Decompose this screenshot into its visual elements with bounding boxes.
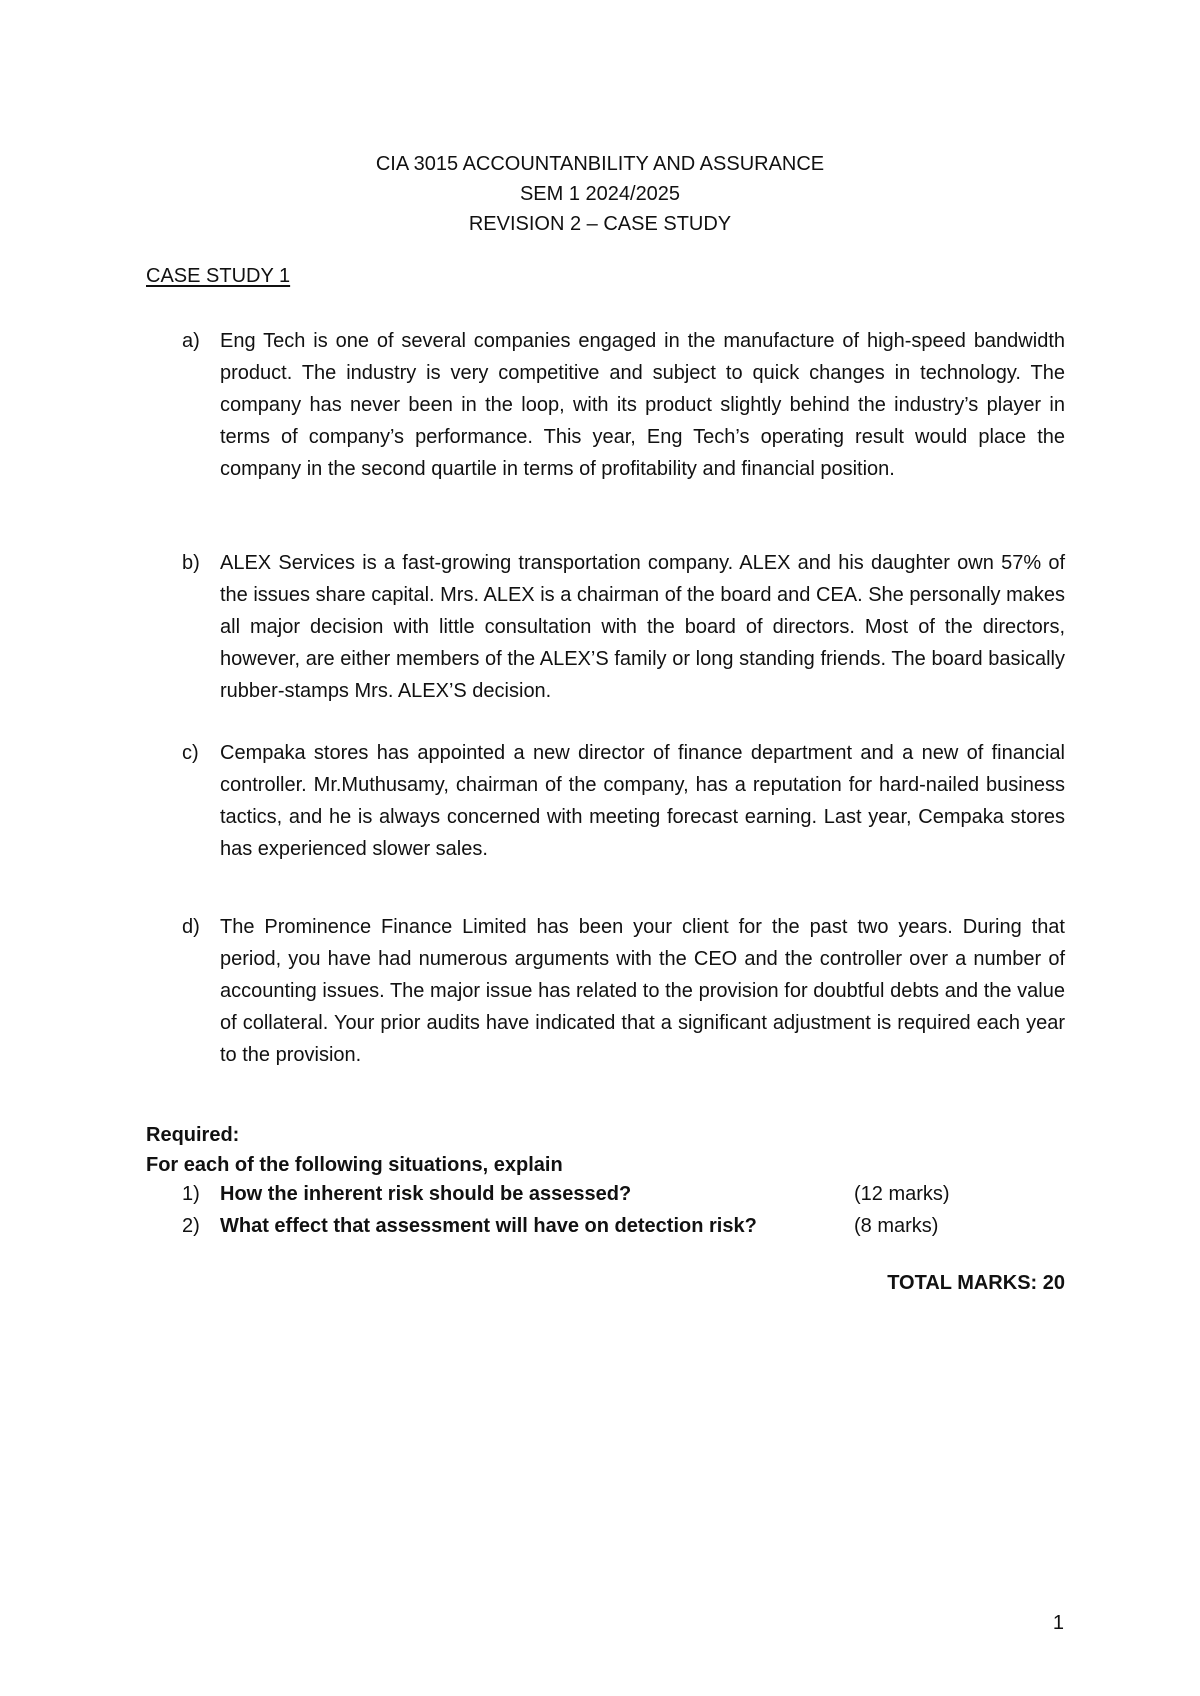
- required-instruction: For each of the following situations, explain: [146, 1154, 563, 1176]
- question-text: How the inherent risk should be assessed?: [220, 1183, 632, 1205]
- case-item: [146, 325, 1065, 485]
- case-item: [146, 547, 1065, 707]
- revision-line: REVISION 2 – CASE STUDY: [468, 213, 732, 235]
- item-marker: d): [182, 916, 200, 938]
- item-text: The Prominence Finance Limited has been your client for the past two years. During that period, you have had numerous arguments with the CEO and the controller over a number of accounting issues. The major issue has related to the provision for doubtful debts and the value of collateral. Your prior audits have indicated that a significant adjustment is required each year to the provision.: [220, 916, 1065, 1066]
- question-number: 2): [182, 1215, 200, 1237]
- case-item: [146, 737, 1065, 865]
- question-marks: (12 marks): [854, 1183, 950, 1205]
- case-study-heading: CASE STUDY 1: [146, 265, 291, 287]
- question-marks: (8 marks): [854, 1215, 939, 1237]
- question-text: What effect that assessment will have on detection risk?: [220, 1215, 757, 1237]
- required-section: [146, 1120, 563, 1180]
- item-marker: b): [182, 552, 200, 574]
- document-header: [0, 149, 1200, 239]
- required-label: Required:: [146, 1124, 240, 1146]
- item-text: ALEX Services is a fast-growing transportation company. ALEX and his daughter own 57% of the issues share capital. Mrs. ALEX is a chairman of the board and CEA. She personally makes all major decision with little consultation with the board of directors. Most of the directors, however, are either members of the ALEX’S family or long standing friends. The board basically rubber-stamps Mrs. ALEX’S decision.: [220, 552, 1065, 702]
- item-text: Cempaka stores has appointed a new director of finance department and a new of financial controller. Mr.Muthusamy, chairman of the company, has a reputation for hard-nailed business tactics, and he is always concerned with meeting forecast earning. Last year, Cempaka stores has experienced slower sales.: [220, 742, 1065, 860]
- case-item: [146, 911, 1065, 1071]
- total-marks: TOTAL MARKS: 20: [887, 1272, 1065, 1294]
- item-text: Eng Tech is one of several companies engaged in the manufacture of high-speed bandwidth product. The industry is very competitive and subject to quick changes in technology. The company has never been in the loop, with its product slightly behind the industry’s player in terms of company’s performance. This year, Eng Tech’s operating result would place the company in the second quartile in terms of profitability and financial position.: [220, 330, 1065, 480]
- semester-line: SEM 1 2024/2025: [519, 183, 681, 205]
- question-row: [146, 1210, 1065, 1242]
- page-number: 1: [1052, 1612, 1064, 1634]
- course-title: CIA 3015 ACCOUNTANBILITY AND ASSURANCE: [375, 153, 825, 175]
- item-marker: c): [182, 742, 199, 764]
- question-row: [146, 1178, 1065, 1210]
- question-number: 1): [182, 1183, 200, 1205]
- item-marker: a): [182, 330, 200, 352]
